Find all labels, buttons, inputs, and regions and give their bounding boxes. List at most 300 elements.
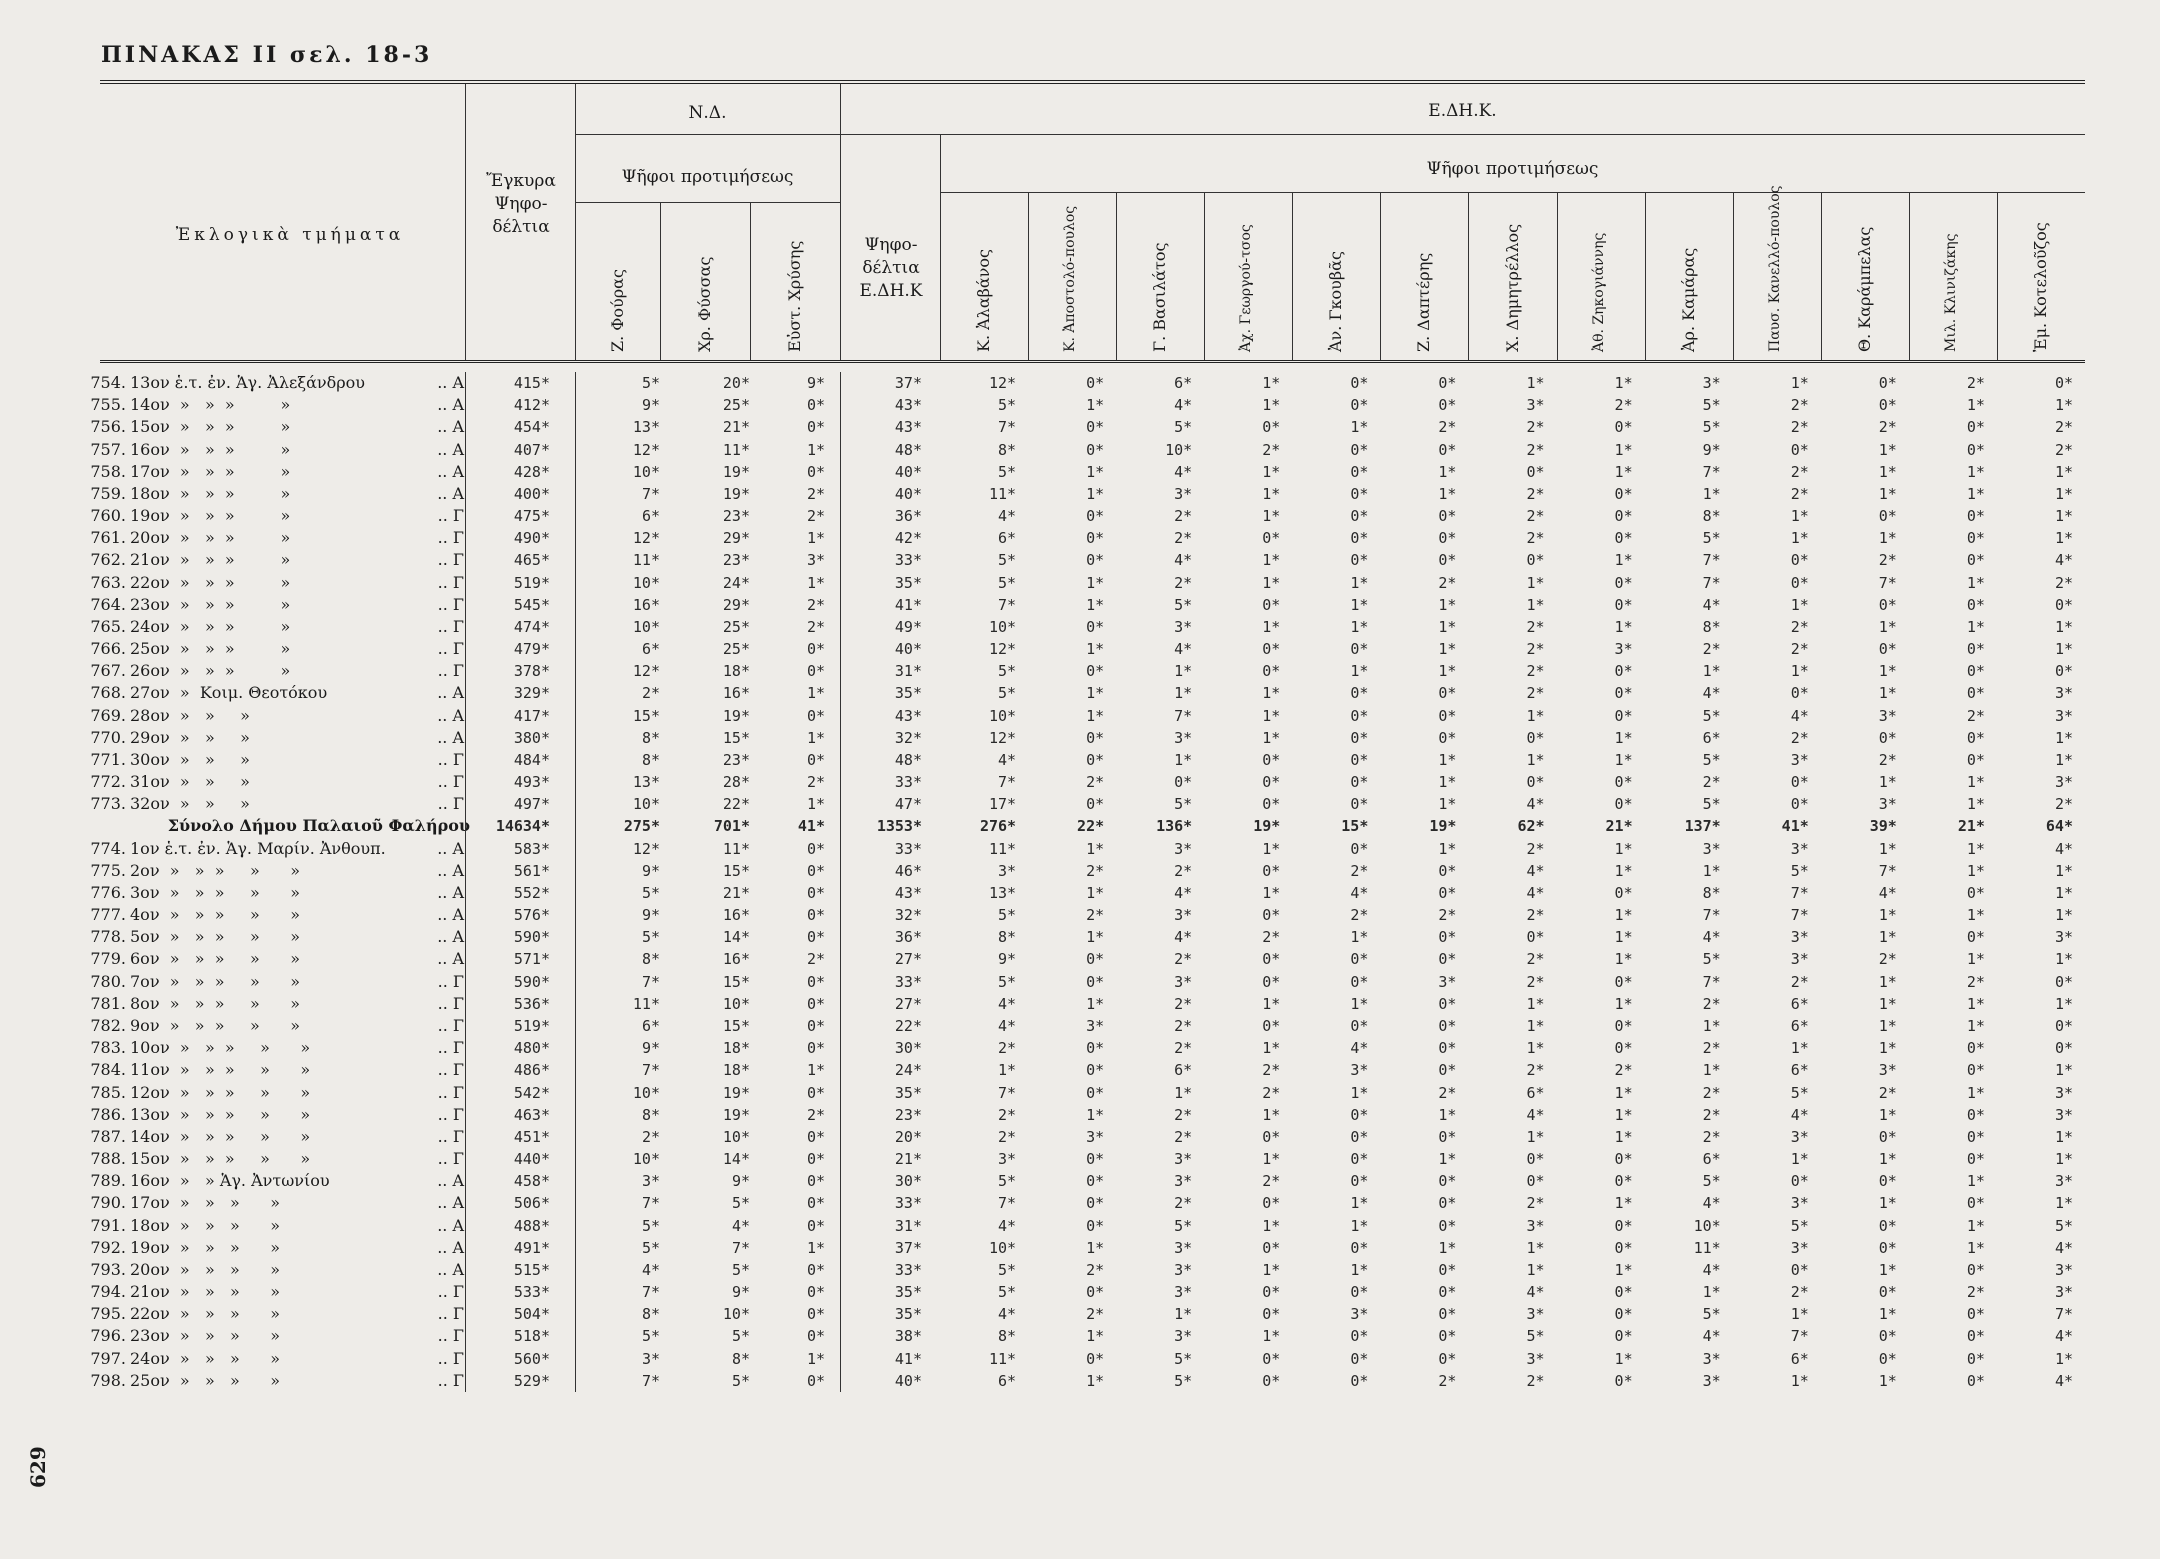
row-label [82,815,470,837]
value-cell: 4* [1526,883,1545,902]
value-cell: 0* [1966,1349,1985,1368]
value-cell: 0* [1526,728,1545,747]
value-cell: 41* [894,595,922,614]
value-cell: 31* [894,662,922,681]
row-label [82,682,470,704]
value-cell: 3* [1174,1172,1193,1191]
value-cell: 1* [1790,1039,1809,1058]
edik-candidate-4: Ἀχ. Γεωργού-τσος [1238,224,1255,352]
district-type: .. Γ [437,1326,464,1346]
value-cell: 2* [1086,906,1105,925]
value-cell: 1* [1438,795,1457,814]
table-row [90,1237,2085,1259]
value-cell: 0* [1438,706,1457,725]
value-cell: 0* [1350,440,1369,459]
row-number: 765. [90,616,126,636]
table-row [90,1015,2085,1037]
value-cell: 1* [1086,1327,1105,1346]
district-type: .. Γ [437,794,464,814]
value-cell: 1* [1790,1371,1809,1390]
value-cell: 1* [1878,1371,1897,1390]
value-cell: 2* [1526,1061,1545,1080]
value-cell: 0* [1614,484,1633,503]
value-cell: 7* [641,484,660,503]
value-cell: 0* [1086,551,1105,570]
column-separator [575,372,576,1392]
edik-header: Ε.ΔΗ.Κ. [1428,101,1497,121]
value-cell: 2* [998,1127,1017,1146]
value-cell: 3* [1790,839,1809,858]
value-cell: 0* [1350,706,1369,725]
row-number: 781. [90,993,126,1013]
value-cell: 6* [1526,1083,1545,1102]
value-cell: 0* [1262,1127,1281,1146]
value-cell: 1* [1878,484,1897,503]
district-type: .. Α [437,1171,464,1191]
value-cell: 0* [1966,529,1985,548]
district-type: .. Γ [437,993,464,1013]
value-cell: 0* [1262,1371,1281,1390]
value-cell: 0* [1878,1327,1897,1346]
value-cell: 1* [2054,750,2073,769]
value-cell: 2* [1614,396,1633,415]
value-cell: 0* [1350,396,1369,415]
value-cell: 0* [2054,1039,2073,1058]
value-cell: 3* [1174,1150,1193,1169]
value-cell: 5* [998,1172,1017,1191]
value-cell: 1* [1878,928,1897,947]
value-cell: 18* [722,662,750,681]
value-cell: 488* [513,1216,550,1235]
valid-ballots-header: Ἔγκυρα Ψηφο- δέλτια [486,171,556,237]
value-cell: 2* [1526,484,1545,503]
row-label [82,1148,470,1170]
row-number: 770. [90,727,126,747]
district-type: .. Α [437,483,464,503]
value-cell: 1* [1174,750,1193,769]
value-cell: 1* [1262,617,1281,636]
table-row [90,638,2085,660]
value-cell: 2* [1966,972,1985,991]
value-cell: 5* [998,906,1017,925]
value-cell: 6* [1174,374,1193,392]
district-name: 22ον » » » » [130,1304,281,1324]
value-cell: 5* [731,1260,750,1279]
value-cell: 7* [1174,706,1193,725]
value-cell: 0* [1262,1349,1281,1368]
value-cell: 3* [2054,1283,2073,1302]
table-row [90,1215,2085,1237]
value-cell: 3* [1790,750,1809,769]
value-cell: 0* [1086,1150,1105,1169]
value-cell: 1* [806,573,825,592]
value-cell: 1* [806,1061,825,1080]
row-number: 780. [90,971,126,991]
row-number: 762. [90,550,126,570]
value-cell: 0* [1350,1238,1369,1257]
value-cell: 0* [1262,906,1281,925]
row-number: 756. [90,417,126,437]
district-type: .. Γ [437,1149,464,1169]
value-cell: 3* [2054,706,2073,725]
table-row [90,1303,2085,1325]
value-cell: 3* [1174,1283,1193,1302]
value-cell: 0* [1878,1216,1897,1235]
district-name: 24ον » » » » [130,1348,281,1368]
value-cell: 400* [513,484,550,503]
value-cell: 5* [1702,795,1721,814]
page-number: 629 [26,1446,50,1488]
district-type: .. Α [437,395,464,415]
value-cell: 0* [1262,418,1281,437]
value-cell: 1* [1878,1105,1897,1124]
value-cell: 1* [1526,1016,1545,1035]
value-cell: 0* [1878,1172,1897,1191]
value-cell: 2* [1526,418,1545,437]
value-cell: 2* [1878,418,1897,437]
value-cell: 3* [1174,1238,1193,1257]
table-row [90,594,2085,616]
row-label [82,749,470,771]
value-cell: 43* [894,706,922,725]
value-cell: 3* [1174,972,1193,991]
value-cell: 3* [1702,1349,1721,1368]
value-cell: 1* [1966,1216,1985,1235]
value-cell: 7* [998,1083,1017,1102]
row-label [82,705,470,727]
value-cell: 15* [632,706,660,725]
value-cell: 12* [988,728,1017,747]
value-cell: 3* [1438,972,1457,991]
value-cell: 0* [1086,529,1105,548]
value-cell: 7* [1702,972,1721,991]
value-cell: 1* [1966,795,1985,814]
value-cell: 4* [2054,1238,2073,1257]
row-label [82,904,470,926]
district-type: .. Α [437,838,464,858]
table-row [90,860,2085,882]
value-cell: 0* [1790,795,1809,814]
row-number: 768. [90,683,126,703]
value-cell: 0* [1086,440,1105,459]
district-type: .. Α [437,373,464,392]
value-cell: 1* [1614,1105,1633,1124]
value-cell: 3* [2054,1260,2073,1279]
value-cell: 1* [1614,1127,1633,1146]
edik-candidate-9: Ἀρ. Καμάρας [1678,247,1698,352]
value-cell: 7* [731,1238,750,1257]
value-cell: 1* [1262,1260,1281,1279]
value-cell: 1* [1438,462,1457,481]
value-cell: 7* [1790,906,1809,925]
value-cell: 0* [1966,684,1985,703]
value-cell: 3* [1790,1194,1809,1213]
value-cell: 1* [2054,640,2073,659]
value-cell: 1* [1262,374,1281,392]
value-cell: 36* [894,507,922,526]
table-row [90,1148,2085,1170]
value-cell: 8* [998,440,1017,459]
value-cell: 4* [2054,551,2073,570]
value-cell: 1* [1438,1105,1457,1124]
value-cell: 1* [1350,617,1369,636]
table-row [90,1281,2085,1303]
value-cell: 7* [1702,906,1721,925]
value-cell: 1* [1262,462,1281,481]
value-cell: 7* [641,1283,660,1302]
table-row [90,549,2085,571]
value-cell: 0* [806,1039,825,1058]
value-cell: 0* [806,396,825,415]
value-cell: 536* [513,994,550,1013]
value-cell: 5* [731,1327,750,1346]
district-type: .. Γ [437,506,464,526]
value-cell: 9* [1702,440,1721,459]
value-cell: 10* [722,1305,750,1324]
row-label [82,882,470,904]
value-cell: 41* [797,817,825,836]
value-cell: 0* [1790,551,1809,570]
value-cell: 0* [1438,1039,1457,1058]
district-type: .. Α [437,461,464,481]
value-cell: 0* [1350,1105,1369,1124]
value-cell: 0* [1350,551,1369,570]
value-cell: 1* [1438,1150,1457,1169]
value-cell: 1* [1702,662,1721,681]
row-label [82,660,470,682]
district-name: 18ον » » » » [130,1215,281,1235]
value-cell: 2* [1526,950,1545,969]
value-cell: 1* [1262,396,1281,415]
value-cell: 1* [1790,507,1809,526]
value-cell: 14634* [495,817,550,836]
value-cell: 2* [1086,861,1105,880]
row-number: 771. [90,749,126,769]
value-cell: 1* [1966,484,1985,503]
value-cell: 1* [1614,928,1633,947]
value-cell: 43* [894,418,922,437]
district-name: 6ον » » » » » [130,949,301,969]
value-cell: 21* [1957,817,1985,836]
value-cell: 1* [2054,484,2073,503]
value-cell: 1* [2054,1194,2073,1213]
value-cell: 21* [722,418,750,437]
value-cell: 0* [1438,861,1457,880]
value-cell: 9* [998,950,1017,969]
value-cell: 2* [1790,462,1809,481]
value-cell: 0* [1790,440,1809,459]
district-type: .. Α [437,1215,464,1235]
value-cell: 1* [1702,1061,1721,1080]
district-type: .. Α [437,705,464,725]
row-number: 761. [90,528,126,548]
value-cell: 4* [998,1305,1017,1324]
value-cell: 5* [641,1327,660,1346]
value-cell: 48* [894,750,922,769]
value-cell: 4* [998,750,1017,769]
row-label [82,1126,470,1148]
value-cell: 275* [623,817,660,836]
value-cell: 1* [1262,1327,1281,1346]
value-cell: 1* [1086,396,1105,415]
value-cell: 5* [2054,1216,2073,1235]
district-type: .. Γ [437,661,464,681]
value-cell: 1* [1966,1016,1985,1035]
district-name: 3ον » » » » » [130,882,301,902]
value-cell: 3* [2054,684,2073,703]
value-cell: 0* [1614,595,1633,614]
value-cell: 3* [806,551,825,570]
value-cell: 33* [894,773,922,792]
value-cell: 5* [998,573,1017,592]
row-label [82,1370,470,1392]
value-cell: 2* [1702,994,1721,1013]
row-number: 796. [90,1326,126,1346]
value-cell: 4* [1526,1105,1545,1124]
value-cell: 3* [1174,1260,1193,1279]
value-cell: 0* [1614,972,1633,991]
edik-candidate-6: Ζ. Δαπτέρης [1414,252,1434,352]
district-name: 20ον » » » » [130,1259,281,1279]
value-cell: 1* [1878,662,1897,681]
value-cell: 0* [1966,1371,1985,1390]
value-cell: 12* [632,440,660,459]
value-cell: 2* [1702,640,1721,659]
district-name: 14ον » » » » » [130,1126,311,1146]
value-cell: 2* [806,1105,825,1124]
value-cell: 1* [1966,839,1985,858]
value-cell: 2* [1526,617,1545,636]
district-name: 16ον » » Ἁγ. Ἀντωνίου [130,1171,330,1191]
value-cell: 4* [2054,1327,2073,1346]
value-cell: 5* [1702,1305,1721,1324]
value-cell: 0* [1086,1039,1105,1058]
value-cell: 6* [1702,1150,1721,1169]
value-cell: 4* [1790,1105,1809,1124]
value-cell: 7* [1702,462,1721,481]
table-row [90,1126,2085,1148]
value-cell: 0* [1086,1349,1105,1368]
value-cell: 0* [1878,1349,1897,1368]
value-cell: 2* [1262,928,1281,947]
value-cell: 7* [998,595,1017,614]
value-cell: 9* [641,906,660,925]
value-cell: 3* [1174,728,1193,747]
district-name: 19ον » » » » [130,506,291,526]
value-cell: 474* [513,617,550,636]
table-row [90,439,2085,461]
value-cell: 6* [998,529,1017,548]
row-number: 758. [90,461,126,481]
value-cell: 0* [1086,750,1105,769]
value-cell: 2* [1262,1083,1281,1102]
value-cell: 1* [1878,617,1897,636]
value-cell: 0* [806,1016,825,1035]
value-cell: 1* [1086,462,1105,481]
district-name: 26ον » » » » [130,661,291,681]
value-cell: 2* [1878,1083,1897,1102]
district-name: 4ον » » » » » [130,905,301,925]
value-cell: 2* [1526,1371,1545,1390]
value-cell: 1* [1966,617,1985,636]
value-cell: 0* [1438,728,1457,747]
value-cell: 1* [1262,839,1281,858]
value-cell: 6* [1790,1016,1809,1035]
row-label [82,394,470,416]
edik-candidate-1: Κ. Ἀλαβάνος [974,249,994,352]
value-cell: 32* [894,728,922,747]
value-cell: 2* [2054,418,2073,437]
value-cell: 561* [513,861,550,880]
value-cell: 1* [1086,684,1105,703]
value-cell: 1* [806,1238,825,1257]
value-cell: 27* [894,994,922,1013]
value-cell: 475* [513,507,550,526]
value-cell: 493* [513,773,550,792]
district-type: .. Γ [437,528,464,548]
district-type: .. Γ [437,1126,464,1146]
value-cell: 0* [1966,1260,1985,1279]
value-cell: 0* [1438,1194,1457,1213]
value-cell: 2* [1526,684,1545,703]
value-cell: 0* [1438,1327,1457,1346]
value-cell: 0* [2054,595,2073,614]
value-cell: 2* [806,595,825,614]
value-cell: 10* [632,462,660,481]
district-type: .. Γ [437,749,464,769]
value-cell: 1* [1350,994,1369,1013]
value-cell: 0* [1350,773,1369,792]
value-cell: 0* [1086,1194,1105,1213]
value-cell: 4* [1174,928,1193,947]
value-cell: 9* [641,861,660,880]
value-cell: 3* [1174,617,1193,636]
value-cell: 0* [1438,684,1457,703]
value-cell: 49* [894,617,922,636]
value-cell: 490* [513,529,550,548]
value-cell: 0* [806,1172,825,1191]
value-cell: 11* [988,484,1017,503]
value-cell: 2* [641,684,660,703]
row-label [82,993,470,1015]
value-cell: 701* [713,817,750,836]
edik-candidate-12: Μιλ. Κλινιζάκης [1942,233,1959,352]
value-cell: 0* [1086,1061,1105,1080]
value-cell: 15* [722,728,750,747]
value-cell: 0* [1878,396,1897,415]
value-cell: 378* [513,662,550,681]
value-cell: 1* [1086,484,1105,503]
value-cell: 3* [1086,1016,1105,1035]
row-label [82,1015,470,1037]
value-cell: 2* [1790,1283,1809,1302]
district-name: 21ον » » » » [130,550,291,570]
value-cell: 16* [632,595,660,614]
value-cell: 64* [2045,817,2073,836]
value-cell: 0* [1086,617,1105,636]
value-cell: 3* [2054,773,2073,792]
value-cell: 4* [1174,551,1193,570]
value-cell: 28* [722,773,750,792]
value-cell: 10* [722,994,750,1013]
district-type: .. Γ [437,1304,464,1324]
row-label [82,948,470,970]
value-cell: 1* [2054,728,2073,747]
value-cell: 0* [806,1283,825,1302]
value-cell: 3* [1174,839,1193,858]
value-cell: 0* [1614,1283,1633,1302]
district-name: 15ον » » » » » [130,1149,311,1169]
